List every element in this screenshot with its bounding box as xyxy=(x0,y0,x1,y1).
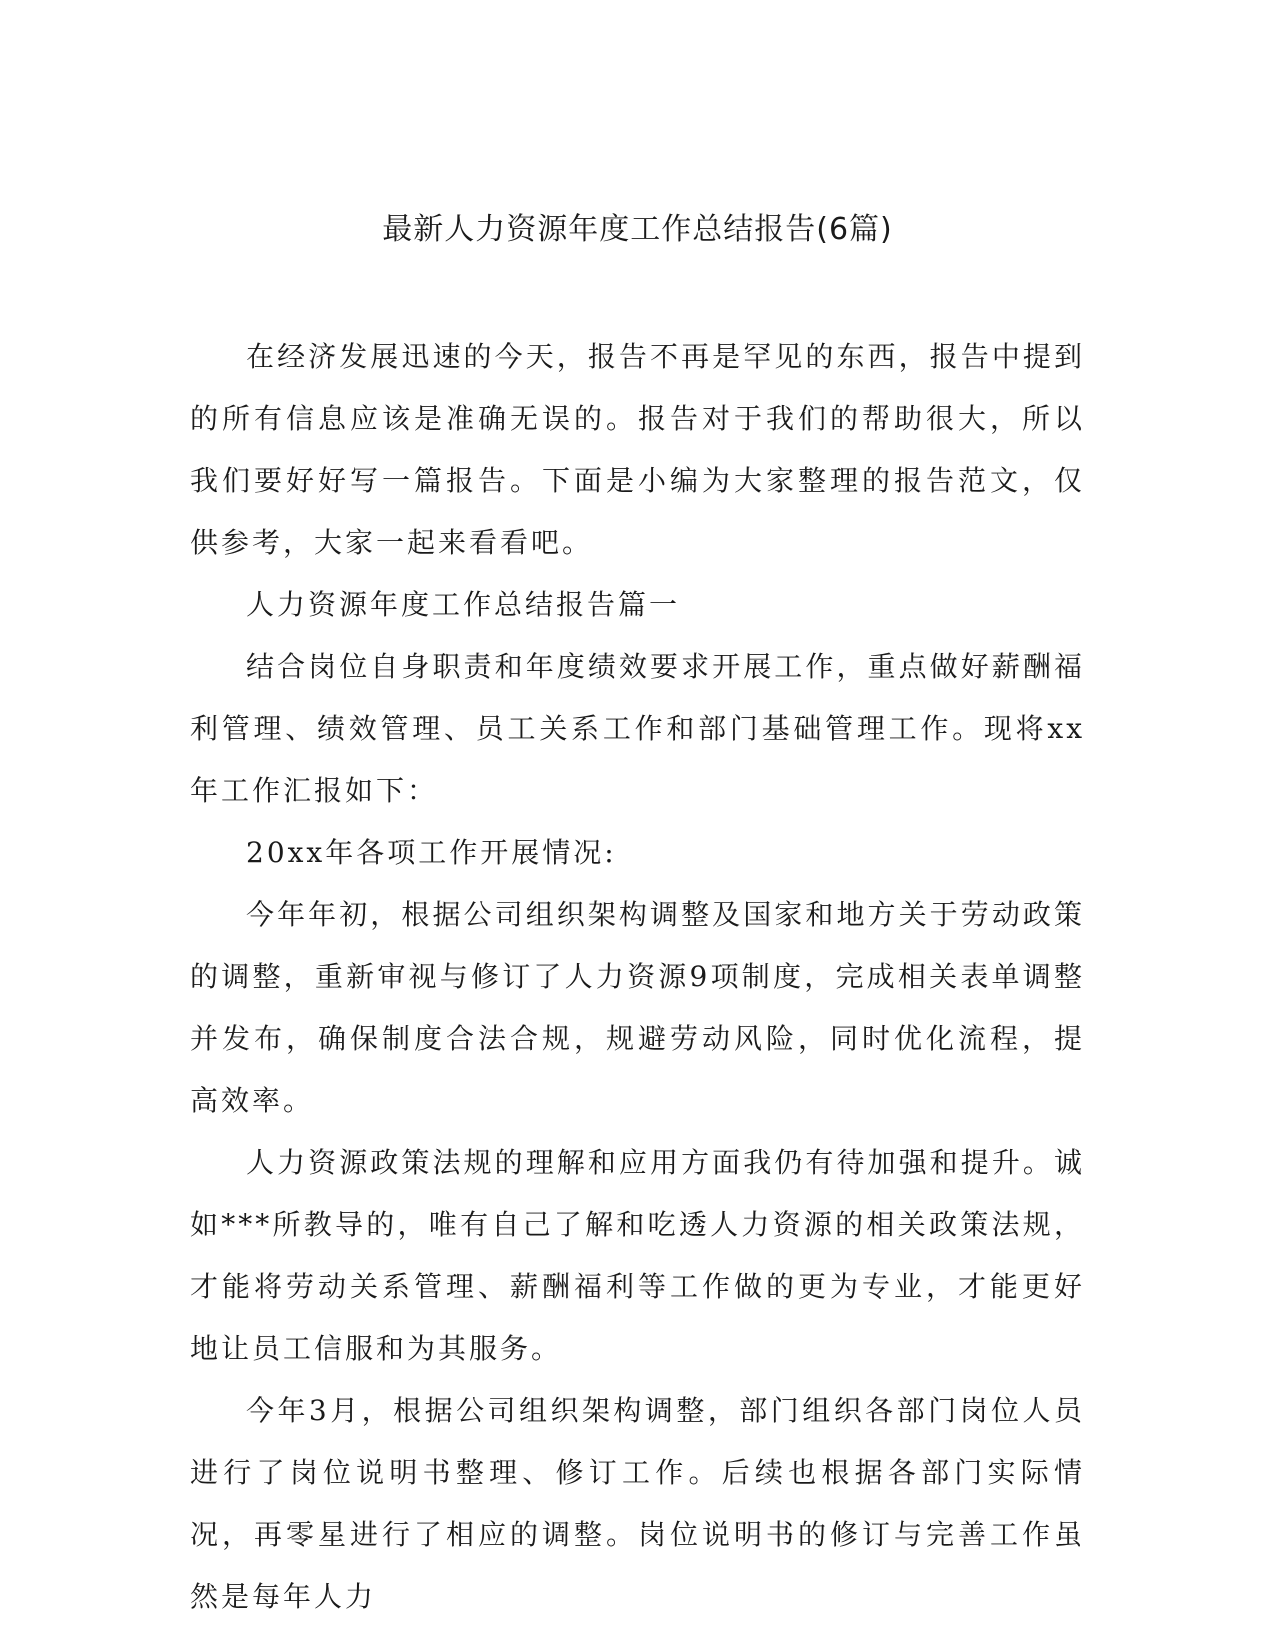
document-body xyxy=(190,326,1085,1628)
body-paragraph: 结合岗位自身职责和年度绩效要求开展工作，重点做好薪酬福利管理、绩效管理、员工关系工作和部门基础管理工作。现将xx年工作汇报如下： xyxy=(190,650,1085,807)
document-title: 最新人力资源年度工作总结报告(6篇) xyxy=(382,212,893,247)
section-heading: 人力资源年度工作总结报告篇一 xyxy=(246,588,681,621)
body-paragraph: 今年3月，根据公司组织架构调整，部门组织各部门岗位人员进行了岗位说明书整理、修订工作。后续也根据各部门实际情况，再零星进行了相应的调整。岗位说明书的修订与完善工作虽然是每年人力 xyxy=(190,1394,1085,1613)
body-paragraph: 今年年初，根据公司组织架构调整及国家和地方关于劳动政策的调整，重新审视与修订了人力资源9项制度，完成相关表单调整并发布，确保制度合法合规，规避劳动风险，同时优化流程，提高效率。 xyxy=(190,898,1085,1117)
intro-paragraph: 在经济发展迅速的今天，报告不再是罕见的东西，报告中提到的所有信息应该是准确无误的。报告对于我们的帮助很大，所以我们要好好写一篇报告。下面是小编为大家整理的报告范文，仅供参考，大家一起来看看吧。 xyxy=(190,340,1085,559)
subsection-heading: 20xx年各项工作开展情况: xyxy=(246,836,617,869)
body-paragraph: 人力资源政策法规的理解和应用方面我仍有待加强和提升。诚如***所教导的，唯有自己了解和吃透人力资源的相关政策法规，才能将劳动关系管理、薪酬福利等工作做的更为专业，才能更好地让员工信服和为其服务。 xyxy=(190,1146,1085,1365)
